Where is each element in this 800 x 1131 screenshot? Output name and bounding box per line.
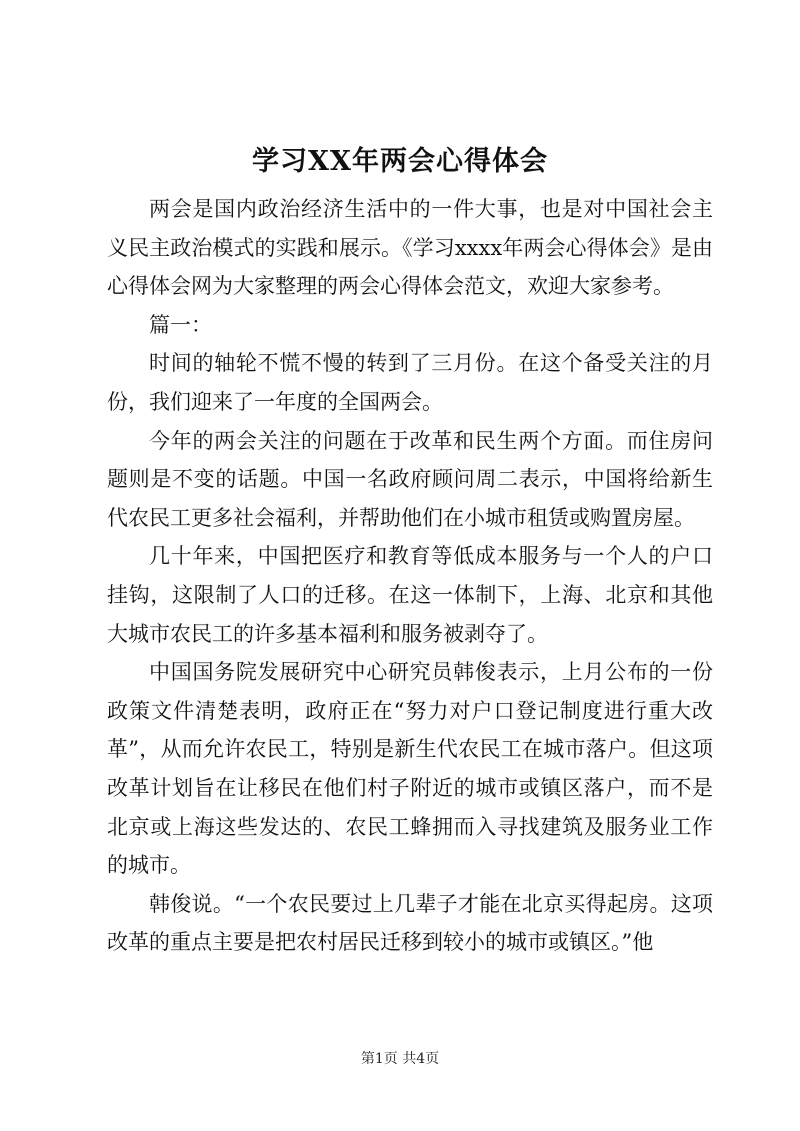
paragraph-march: 时间的轴轮不慌不慢的转到了三月份。在这个备受关注的月份，我们迎来了一年度的全国两会。	[107, 351, 713, 414]
document-title: 学习XX年两会心得体会	[252, 146, 548, 177]
paragraph-section-heading: 篇一：	[149, 312, 212, 337]
paragraph-reform: 中国国务院发展研究中心研究员韩俊表示，上月公布的一份政策文件清楚表明，政府正在“努力对户口登记制度进行重大改革”，从而允许农民工，特别是新生代农民工在城市落户。但这项改革计划旨在让移民在他们村子附近的城市或镇区落户，而不是北京或上海这些发达的、农民工蜂拥而入寻找建筑及服务业工作的城市。	[107, 660, 713, 878]
page-footer: 第1页 共4页	[360, 1051, 440, 1067]
paragraph-quote: 韩俊说。“一个农民要过上几辈子才能在北京买得起房。这项改革的重点主要是把农村居民迁移到较小的城市或镇区。”他	[107, 891, 713, 955]
document-body	[107, 190, 713, 962]
paragraph-housing: 今年的两会关注的问题在于改革和民生两个方面。而住房问题则是不变的话题。中国一名政府顾问周二表示，中国将给新生代农民工更多社会福利，并帮助他们在小城市租赁或购置房屋。	[107, 428, 713, 530]
paragraph-hukou: 几十年来，中国把医疗和教育等低成本服务与一个人的户口挂钩，这限制了人口的迁移。在这一体制下，上海、北京和其他大城市农民工的许多基本福利和服务被剥夺了。	[107, 544, 713, 646]
paragraph-intro: 两会是国内政治经济生活中的一件大事，也是对中国社会主义民主政治模式的实践和展示。《学习xxxx年两会心得体会》是由心得体会网为大家整理的两会心得体会范文，欢迎大家参考。	[107, 197, 713, 299]
